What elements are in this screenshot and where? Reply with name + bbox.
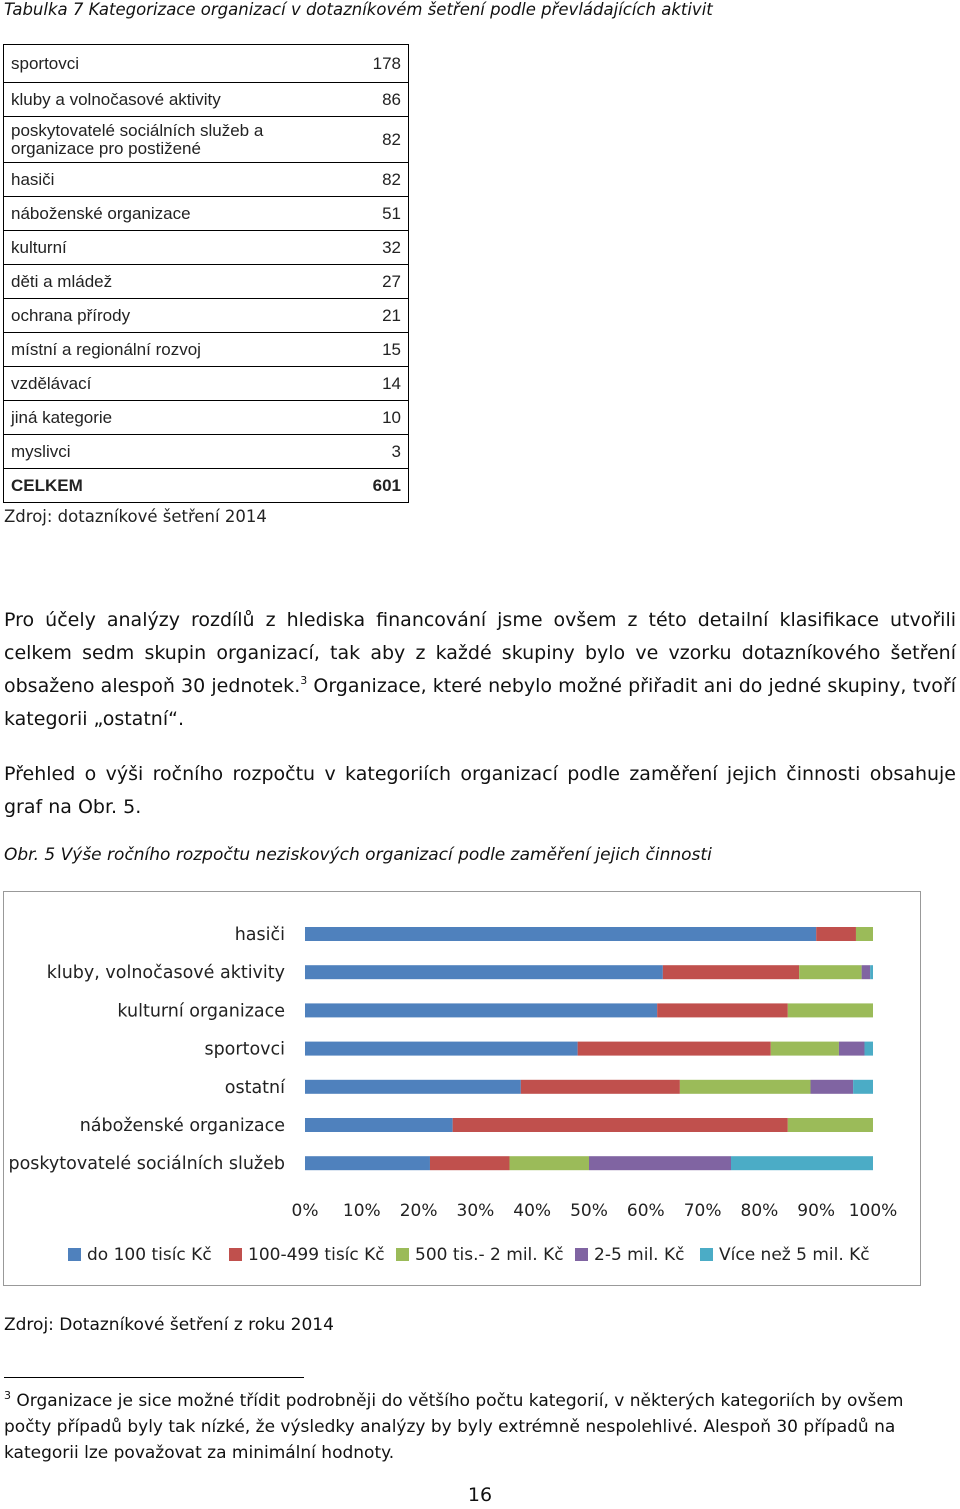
category-axis-label: hasiči [234, 925, 285, 945]
x-tick-label: 90% [797, 1201, 836, 1221]
bar-segment [305, 1080, 521, 1094]
x-tick-label: 100% [848, 1201, 898, 1221]
category-label: myslivci [4, 435, 325, 469]
bar-segment [839, 1042, 865, 1056]
x-tick-label: 0% [291, 1201, 319, 1221]
footnote-rule [4, 1377, 304, 1378]
bar-segment [509, 1156, 589, 1170]
category-label: kluby a volnočasové aktivity [4, 83, 325, 117]
category-axis-label: kluby, volnočasové aktivity [46, 963, 285, 984]
figure-caption-label: Obr. [4, 845, 40, 865]
table-row-total [4, 469, 409, 503]
category-label: hasiči [4, 163, 325, 197]
footnote-ref[interactable]: 3 [300, 674, 308, 687]
table-caption: Tabulka 7 Kategorizace organizací v dotazníkovém šetření podle převládajících aktivit [4, 0, 713, 19]
bar-segment [811, 1080, 854, 1094]
legend-swatch [396, 1248, 409, 1261]
x-tick-label: 40% [513, 1201, 552, 1221]
legend-label: 500 tis.- 2 mil. Kč [415, 1245, 564, 1265]
paragraph-overview: Přehled o výši ročního rozpočtu v kategoriích organizací podle zaměření jejich činnosti obsahuje graf na Obr. 5. [4, 763, 956, 818]
bar-segment [788, 1003, 873, 1017]
category-label: sportovci [4, 45, 325, 83]
table-row [4, 333, 409, 367]
bar-segment [430, 1156, 510, 1170]
table-row [4, 435, 409, 469]
paragraph-groups [4, 604, 956, 736]
x-tick-label: 30% [456, 1201, 495, 1221]
footnote-number: 3 [4, 1389, 11, 1402]
table-row [4, 231, 409, 265]
category-label: poskytovatelé sociálních služeb a organizace pro postižené [4, 117, 325, 163]
x-tick-label: 50% [570, 1201, 608, 1221]
legend-label: do 100 tisíc Kč [87, 1245, 212, 1265]
category-label: děti a mládež [4, 265, 325, 299]
category-count: 82 [324, 117, 409, 163]
bar-segment [453, 1118, 788, 1132]
category-count: 3 [324, 435, 409, 469]
table-row [4, 197, 409, 231]
bar-segment [799, 965, 861, 979]
category-count: 14 [324, 367, 409, 401]
total-label: CELKEM [4, 469, 325, 503]
category-label: jiná kategorie [4, 401, 325, 435]
bar-segment [856, 927, 873, 941]
category-label: místní a regionální rozvoj [4, 333, 325, 367]
table-row [4, 401, 409, 435]
category-count: 10 [324, 401, 409, 435]
page-number: 16 [467, 1484, 493, 1506]
category-count: 51 [324, 197, 409, 231]
bar-segment [305, 927, 816, 941]
category-count: 82 [324, 163, 409, 197]
bar-segment [771, 1042, 839, 1056]
bar-segment [788, 1118, 873, 1132]
category-label: vzdělávací [4, 367, 325, 401]
category-count: 86 [324, 83, 409, 117]
legend-label: 100-499 tisíc Kč [248, 1245, 385, 1265]
category-axis-label: kulturní organizace [117, 1001, 285, 1022]
bar-segment [305, 1156, 430, 1170]
category-label: náboženské organizace [4, 197, 325, 231]
bar-segment [680, 1080, 811, 1094]
table-source: Zdroj: dotazníkové šetření 2014 [4, 507, 267, 526]
table-row [4, 367, 409, 401]
bar-segment [578, 1042, 771, 1056]
x-tick-label: 70% [683, 1201, 722, 1221]
figure-caption [4, 845, 712, 865]
bar-segment [589, 1156, 731, 1170]
chart-source: Zdroj: Dotazníkové šetření z roku 2014 [4, 1315, 334, 1335]
category-axis-label: sportovci [204, 1039, 285, 1060]
bar-segment [663, 965, 799, 979]
x-tick-label: 10% [342, 1201, 381, 1221]
bar-segment [305, 965, 663, 979]
x-tick-label: 20% [399, 1201, 438, 1221]
table-row [4, 163, 409, 197]
bar-segment [862, 965, 871, 979]
footnote-text: Organizace je sice možné třídit podrobněji do většího počtu kategorií, v některých kategoriích by ovšem počty případů byly tak nízké, že výsledky analýzy by byly extrémně nespolehlivé. Alespoň 30 případů na kategorii lze považovat za minimální hodnoty. [4, 1391, 904, 1463]
figure-caption-text: 5 Výše ročního rozpočtu neziskových organizací podle zaměření jejich činnosti [39, 845, 712, 865]
legend-swatch [68, 1248, 81, 1261]
bar-segment [864, 1042, 873, 1056]
footnote [4, 1388, 956, 1466]
x-tick-label: 60% [626, 1201, 665, 1221]
bar-segment [657, 1003, 788, 1017]
category-count: 27 [324, 265, 409, 299]
table-row [4, 117, 409, 163]
budget-chart-frame [3, 891, 921, 1286]
bar-segment [816, 927, 856, 941]
category-axis-label: poskytovatelé sociálních služeb [8, 1154, 285, 1175]
bar-segment [870, 965, 873, 979]
bar-segment [853, 1080, 873, 1094]
category-label: kulturní [4, 231, 325, 265]
legend-label: 2-5 mil. Kč [594, 1245, 685, 1265]
legend-swatch [575, 1248, 588, 1261]
table-row [4, 83, 409, 117]
bar-segment [731, 1156, 873, 1170]
legend-label: Více než 5 mil. Kč [719, 1245, 870, 1265]
category-axis-label: ostatní [224, 1077, 285, 1098]
category-count: 15 [324, 333, 409, 367]
table-row [4, 265, 409, 299]
bar-segment [305, 1003, 657, 1017]
category-label: ochrana přírody [4, 299, 325, 333]
category-count: 178 [324, 45, 409, 83]
paragraph-groups-text-b: Organizace, které nebylo možné přiřadit ani do jedné skupiny, tvoří kategorii „ostatní“. [4, 675, 956, 730]
category-count: 32 [324, 231, 409, 265]
budget-chart [4, 892, 920, 1285]
legend-swatch [229, 1248, 242, 1261]
paragraph-groups-text-a: Pro účely analýzy rozdílů z hlediska financování jsme ovšem z této detailní klasifikace utvořili celkem sedm skupin organizací, tak aby z každé skupiny bylo ve vzorku dotazníkového šetření obsaženo alespoň 30 jednotek. [4, 609, 956, 697]
bar-segment [521, 1080, 680, 1094]
bar-segment [305, 1118, 453, 1132]
table-row [4, 299, 409, 333]
category-table [3, 44, 409, 503]
bar-segment [305, 1042, 578, 1056]
category-count: 21 [324, 299, 409, 333]
x-tick-label: 80% [740, 1201, 779, 1221]
table-row [4, 45, 409, 83]
total-count: 601 [324, 469, 409, 503]
category-axis-label: náboženské organizace [79, 1116, 285, 1136]
legend-swatch [700, 1248, 713, 1261]
